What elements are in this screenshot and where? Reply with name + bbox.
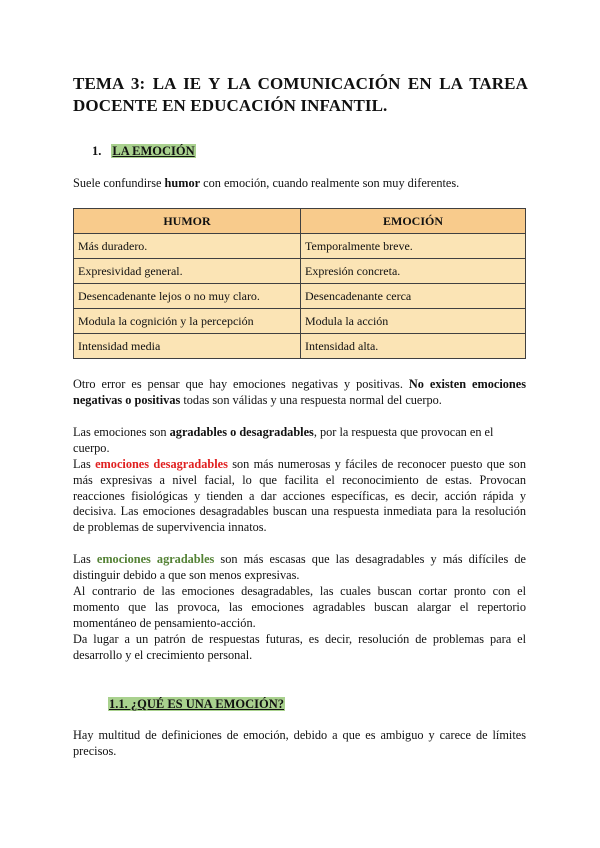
text-run: Otro error es pensar que hay emociones negativas y positivas. <box>73 377 409 391</box>
paragraph-contrario: Al contrario de las emociones desagradables, las cuales buscan cortar pronto con el momento que las provoca, las emociones agradables buscan alargar el repertorio momentáneo de pensamiento-acción. <box>73 584 526 630</box>
table-cell: Modula la acción <box>301 309 526 334</box>
table-header-emocion: EMOCIÓN <box>301 209 526 234</box>
red-term: emociones desagradables <box>95 457 228 471</box>
table-cell: Temporalmente breve. <box>301 234 526 259</box>
table-cell: Desencadenante cerca <box>301 284 526 309</box>
section-label: LA EMOCIÓN <box>112 144 195 158</box>
section-heading-1-1 <box>108 697 285 712</box>
text-run: Las emociones son <box>73 425 170 439</box>
subsection-label: 1.1. ¿QUÉ ES UNA EMOCIÓN? <box>109 697 285 711</box>
intro-text-start: Suele confundirse <box>73 176 165 190</box>
section-heading-1 <box>92 144 196 159</box>
table-cell: Más duradero. <box>74 234 301 259</box>
paragraph-error <box>73 377 526 409</box>
text-run: , por la respuesta que provocan en el cuerpo. <box>73 425 494 455</box>
table-row <box>74 234 526 259</box>
text-run: son más numerosas y fáciles de reconocer puesto que son más expresivas a nivel facial, lo que facilita el reconocimiento de estas. Provocan reacciones fisiológicas y tienden a dar acciones específicas, es decir, acción rápida y decisiva. Las emociones desagradables buscan una respuesta inmediata para la resolución de problemas de supervivencia innatos. <box>73 457 526 535</box>
intro-text-end: con emoción, cuando realmente son muy diferentes. <box>200 176 460 190</box>
intro-bold: humor <box>164 176 201 190</box>
paragraph-emociones-agradables <box>73 552 526 584</box>
table-cell: Intensidad media <box>74 334 301 359</box>
paragraph-agradables <box>73 425 526 457</box>
table-cell: Modula la cognición y la percepción <box>74 309 301 334</box>
text-run: Las <box>73 552 97 566</box>
table-row <box>74 284 526 309</box>
bold-run: agradables o desagradables <box>169 425 314 439</box>
paragraph-desagradables <box>73 457 526 536</box>
green-term: emociones agradables <box>96 552 215 566</box>
table-cell: Expresión concreta. <box>301 259 526 284</box>
document-title: TEMA 3: LA IE Y LA COMUNICACIÓN EN LA TAREA DOCENTE EN EDUCACIÓN INFANTIL. <box>73 74 528 115</box>
bold-run: No existen emociones negativas o positivas <box>73 377 526 407</box>
text-run: son más escasas que las desagradables y más difíciles de distinguir debido a que son menos expresivas. <box>73 552 526 582</box>
intro-paragraph <box>73 176 526 192</box>
text-run: todas son válidas y una respuesta normal del cuerpo. <box>180 392 442 407</box>
table-header-humor: HUMOR <box>74 209 301 234</box>
section-number: 1. <box>92 144 102 158</box>
paragraph-definicion: Hay multitud de definiciones de emoción, debido a que es ambiguo y carece de límites precisos. <box>73 728 526 758</box>
paragraph-lugar: Da lugar a un patrón de respuestas futuras, es decir, resolución de problemas para el desarrollo y el crecimiento personal. <box>73 632 526 662</box>
table-row <box>74 334 526 359</box>
table-cell: Desencadenante lejos o no muy claro. <box>74 284 301 309</box>
table-row <box>74 259 526 284</box>
table-cell: Expresividad general. <box>74 259 301 284</box>
table-cell: Intensidad alta. <box>301 334 526 359</box>
comparison-table <box>73 208 526 359</box>
text-run: Las <box>73 457 96 471</box>
table-row <box>74 309 526 334</box>
table-header-row <box>74 209 526 234</box>
